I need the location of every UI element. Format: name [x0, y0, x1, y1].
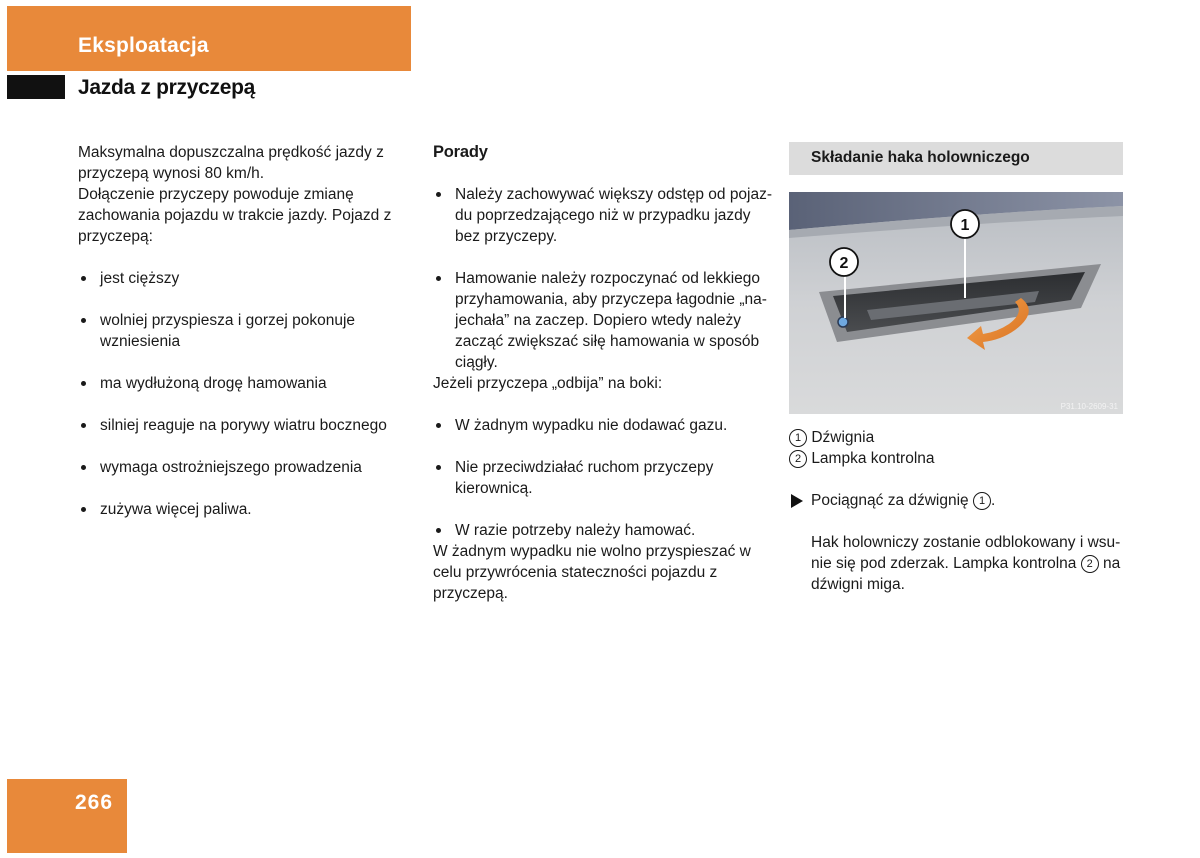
procedure-heading: Składanie haka holowniczego — [789, 142, 1123, 175]
list-item: W razie potrzeby należy hamować. — [433, 520, 773, 541]
page-number-tab — [7, 779, 127, 853]
legend-text: Dźwignia — [811, 429, 875, 446]
list-item: W żadnym wypadku nie dodawać gazu. — [433, 415, 773, 436]
list-item: ma wydłużoną drogę hamowania — [78, 373, 418, 394]
step-text-end: . — [991, 492, 996, 509]
tow-hook-lever-illustration — [789, 192, 1123, 414]
chapter-header-tab — [7, 6, 411, 71]
figure-code: P31.10-2609-31 — [1060, 402, 1118, 411]
legend-item — [789, 448, 1123, 469]
legend-number: 2 — [789, 450, 807, 468]
step-text-start: Pociągnąć za dźwignię — [811, 492, 973, 509]
list-item: wymaga ostrożniejszego prowadzenia — [78, 457, 418, 478]
indicator-lamp — [838, 317, 848, 327]
sway-list — [433, 415, 773, 541]
procedure-step — [789, 490, 1123, 511]
step-arrow-icon — [791, 494, 803, 508]
sway-intro-paragraph: Jeżeli przyczepa „odbija” na boki: — [433, 375, 663, 392]
chapter-title: Eksploatacja — [78, 34, 209, 57]
legend-number: 1 — [789, 429, 807, 447]
tips-list — [433, 184, 773, 373]
column-2 — [433, 142, 773, 604]
warning-paragraph: W żadnym wypadku nie wolno przyspieszać w celu przywrócenia stateczności pojazdu z przyczepą. — [433, 543, 751, 602]
column-3 — [789, 142, 1123, 595]
callout-1-label: 1 — [960, 217, 970, 234]
column-1 — [78, 142, 418, 520]
result-text-start: Hak holowniczy zostanie odblokowany i wsunie się pod zderzak. Lampka kontrolna — [811, 534, 1121, 572]
step-result — [789, 532, 1123, 595]
result-ref-number: 2 — [1081, 555, 1099, 573]
list-item: silniej reaguje na porywy wiatru bocznego — [78, 415, 418, 436]
behavior-intro-paragraph: Dołączenie przyczepy powoduje zmianę zachowania pojazdu w trakcie jazdy. Pojazd z przyczepą: — [78, 186, 392, 245]
callout-2-label: 2 — [839, 255, 849, 272]
speed-limit-paragraph: Maksymalna dopuszczalna prędkość jazdy z przyczepą wynosi 80 km/h. — [78, 144, 384, 182]
illustration-svg — [789, 192, 1123, 414]
section-marker-bar — [7, 75, 65, 99]
legend-text: Lampka kontrolna — [811, 450, 935, 467]
behavior-list — [78, 268, 418, 520]
list-item: Należy zachowywać większy odstęp od pojazdu poprzedzającego niż w przypadku jazdy bez przyczepy. — [433, 184, 773, 247]
figure-legend — [789, 427, 1123, 469]
list-item: wolniej przyspiesza i gorzej pokonuje wzniesienia — [78, 310, 418, 352]
list-item: Hamowanie należy rozpoczynać od lekkiego przyhamowania, aby przyczepa łagodnie „najechała” na zaczep. Dopiero wtedy należy zacząć zwiększać siłę hamowania w sposób ciągły. — [433, 268, 773, 373]
section-title: Jazda z przyczepą — [78, 76, 255, 99]
list-item: jest cięższy — [78, 268, 418, 289]
tips-heading: Porady — [433, 143, 488, 161]
page-number: 266 — [75, 791, 114, 814]
result-text-end: na dźwigni miga. — [811, 555, 1121, 593]
list-item: zużywa więcej paliwa. — [78, 499, 418, 520]
step-ref-number: 1 — [973, 492, 991, 510]
list-item: Nie przeciwdziałać ruchom przyczepy kierownicą. — [433, 457, 773, 499]
legend-item — [789, 427, 1123, 448]
